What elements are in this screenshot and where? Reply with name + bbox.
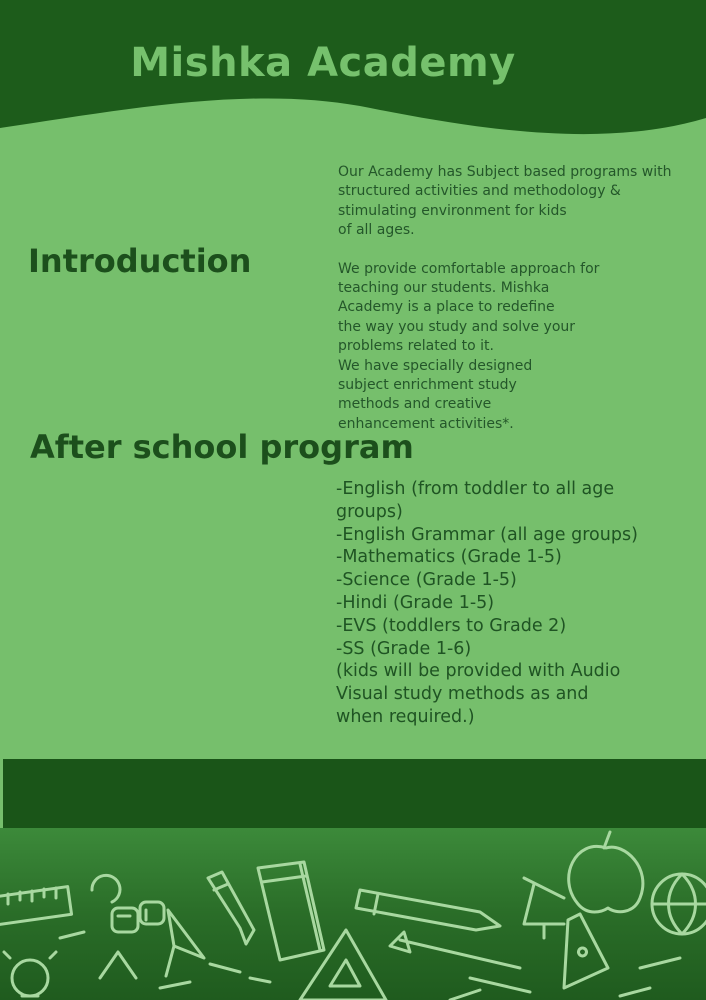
- globe-icon: [652, 874, 706, 934]
- text-line: methods and creative: [338, 396, 492, 413]
- flask-icon: [564, 914, 608, 988]
- text-line: structured activities and methodology &: [338, 183, 621, 200]
- program-list-item: -Hindi (Grade 1-5): [336, 592, 495, 613]
- pencil-icon: [356, 890, 500, 930]
- text-line: enhancement activities*.: [338, 415, 514, 432]
- brush-icon: [390, 932, 530, 1000]
- program-list: [336, 478, 702, 729]
- text-line: teaching our students. Mishka: [338, 280, 550, 297]
- text-line: We provide comfortable approach for: [338, 260, 600, 277]
- ruler-icon: [0, 887, 72, 926]
- microscope-icon: [524, 878, 564, 938]
- light-bulb-icon: [4, 952, 56, 996]
- after-school-heading: After school program: [30, 428, 414, 466]
- program-list-item: -English (from toddler to all age: [336, 479, 615, 499]
- book-icon: [258, 862, 324, 960]
- introduction-heading: Introduction: [28, 242, 252, 280]
- program-list-item: -Mathematics (Grade 1-5): [336, 547, 562, 568]
- doodle-accent-lines: [60, 932, 680, 996]
- program-list-item: groups): [336, 501, 403, 522]
- text-line: Our Academy has Subject based programs with: [338, 164, 672, 180]
- letter-blocks-icon: [92, 875, 164, 978]
- text-line: problems related to it.: [338, 338, 494, 355]
- program-list-item: -EVS (toddlers to Grade 2): [336, 615, 567, 636]
- footer-band: [3, 759, 706, 828]
- text-line: subject enrichment study: [338, 377, 517, 394]
- page-title: Mishka Academy: [130, 40, 516, 86]
- program-list-item: -English Grammar (all age groups): [336, 524, 638, 545]
- program-list-item: Visual study methods as and: [336, 684, 589, 705]
- text-line: of all ages.: [338, 222, 415, 239]
- school-doodles-decoration: [0, 828, 706, 1000]
- introduction-text: [338, 163, 704, 453]
- introduction-paragraph: [338, 260, 704, 435]
- text-line: Academy is a place to redefine: [338, 299, 555, 316]
- program-list-item: (kids will be provided with Audio: [336, 661, 621, 682]
- program-list-item: when required.): [336, 706, 475, 727]
- program-list-item: -SS (Grade 1-6): [336, 638, 472, 659]
- pencil-icon: [208, 872, 254, 944]
- text-line: stimulating environment for kids: [338, 202, 567, 219]
- introduction-paragraph: [338, 163, 704, 241]
- text-line: We have specially designed: [338, 357, 533, 374]
- triangle-ruler-icon: [300, 930, 386, 1000]
- program-list-item: -Science (Grade 1-5): [336, 570, 517, 591]
- paper-plane-icon: [166, 910, 204, 976]
- text-line: the way you study and solve your: [338, 318, 576, 335]
- apple-icon: [569, 832, 643, 912]
